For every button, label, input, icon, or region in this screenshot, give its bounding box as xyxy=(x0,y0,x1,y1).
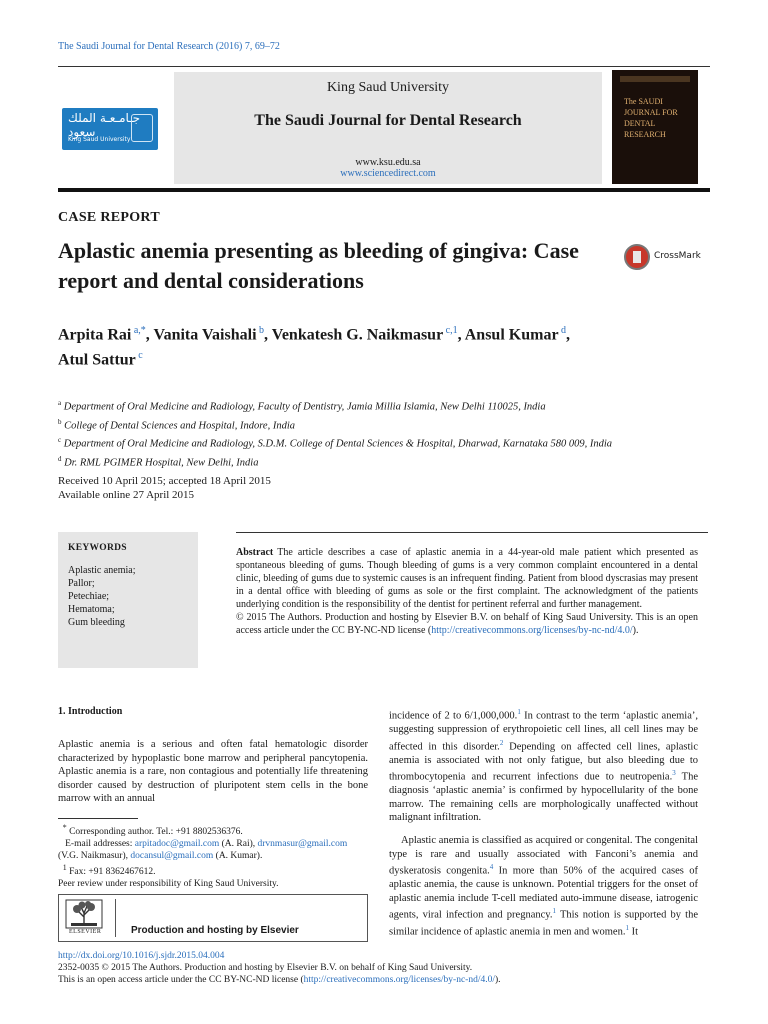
seal-icon xyxy=(131,114,153,142)
peer-review: Peer review under responsibility of King Saud University. xyxy=(58,879,279,890)
footnotes xyxy=(58,822,368,890)
intro-paragraph: Aplastic anemia is a serious and often fatal hematologic disorder characterized by hypoplastic bone marrow and peripheral pancytopenia. Aplastic anemia is a rare, non contagious and potentially life threatening disorder caused by destruction of pluripotent stem cells in the bone marrow with an annual xyxy=(58,739,368,804)
abstract-rule xyxy=(236,532,708,533)
elsevier-banner xyxy=(58,894,368,942)
footnote-emails xyxy=(58,838,368,862)
logo-arabic-text: جـامـعـة الملك سعود xyxy=(68,111,141,139)
ksu-logo xyxy=(62,108,158,150)
open-access-line xyxy=(58,975,501,985)
author-sup[interactable]: c xyxy=(135,350,143,362)
footnote-fax xyxy=(58,862,368,878)
right-column-paragraph-2 xyxy=(389,834,698,939)
right-text: incidence of 2 to 6/1,000,000. xyxy=(389,710,518,722)
issn-line: 2352-0035 © 2015 The Authors. Production and hosting by Elsevier B.V. on behalf of King Saud University. xyxy=(58,963,473,973)
available-date: Available online 27 April 2015 xyxy=(58,489,195,501)
email-owner: (A. Rai), xyxy=(219,839,258,850)
right-text: In more than 50% of the acquired cases of aplastic anemia, the cause is unknown. Potential triggers for the onset of aplastic anemia include T-cell mediated auto-immune disease, iatrogenic agents, viral infection and pregnancy. xyxy=(389,865,699,921)
right-text: Aplastic anemia is classified as acquired or congenital. The congenital type is rare and usually associated with Fanconi’s anemia and dyskeratosis congenita. xyxy=(389,835,698,877)
journal-cover-image xyxy=(612,70,698,184)
journal-citation: The Saudi Journal for Dental Research (2016) 7, 69–72 xyxy=(58,41,280,52)
email-link[interactable]: docansul@gmail.com xyxy=(130,851,214,862)
author-sup[interactable]: d xyxy=(558,325,567,336)
abstract-close: ). xyxy=(632,625,639,636)
author-sep: , xyxy=(566,326,571,344)
crossmark-icon xyxy=(624,244,650,270)
reference-link[interactable]: 2 xyxy=(499,738,504,747)
keyword-item: Petechiae; xyxy=(68,591,110,602)
affiliation-sup: b xyxy=(58,417,62,426)
keyword-item: Aplastic anemia; xyxy=(68,565,136,576)
author-sep: , xyxy=(457,326,465,344)
abstract-copyright: © 2015 The Authors. Production and hosting by Elsevier B.V. on behalf of King Saud University. This is an open access article under the CC BY-NC-ND license ( xyxy=(236,612,698,636)
affiliation-item xyxy=(58,415,708,434)
email-label: E-mail addresses: xyxy=(65,839,135,850)
ksu-url[interactable]: www.ksu.edu.sa xyxy=(355,157,421,168)
author-sup[interactable]: a,* xyxy=(131,325,146,336)
right-text: The diagnosis ‘aplastic anemia’ is confirmed by hypocellularity of the bone marrow. The remaining cells are morphologically unaffected without malignant infiltration. xyxy=(389,771,698,823)
affiliation-item xyxy=(58,452,708,471)
email-link[interactable]: arpitadoc@gmail.com xyxy=(134,839,220,850)
footnote-star: * xyxy=(62,823,67,832)
license-link[interactable]: http://creativecommons.org/licenses/by-nc-nd/4.0/ xyxy=(431,625,633,636)
university-name: King Saud University xyxy=(326,80,450,95)
reference-link[interactable]: 1 xyxy=(517,708,521,716)
cover-title: The SAUDI JOURNAL FOR DENTAL RESEARCH xyxy=(624,97,678,139)
sciencedirect-url[interactable]: www.sciencedirect.com xyxy=(340,168,436,179)
author-name: Vanita Vaishali xyxy=(153,326,257,344)
affiliation-sup: d xyxy=(58,454,62,463)
affiliation-text: Department of Oral Medicine and Radiology, S.D.M. College of Dental Sciences & Hospital, Dharwad, Karnataka 580 009, India xyxy=(61,438,613,450)
abstract-label: Abstract xyxy=(236,547,274,558)
elsevier-production-text: Production and hosting by Elsevier xyxy=(131,925,299,936)
author-list xyxy=(58,320,698,371)
right-text: This notion is supported by the similar incidence of aplastic anemia in men and women. xyxy=(389,909,698,938)
abstract-text: The article describes a case of aplastic anemia in a 44-year-old male patient which presented as spontaneous bleeding of gums. Though bleeding of gums is a very common complaint encountered in a dental clinic, bleeding of gums due to systemic causes is an infrequent finding. Patient from blood dyscrasias may present in a dental office with bleeding of gums as sole or the first complaint. The acknowledgment of the patients underlying condition is the responsibility of the dentist for pertinent referral and further management. xyxy=(236,547,698,610)
author-name: Atul Sattur xyxy=(58,351,136,369)
elsevier-divider xyxy=(115,899,116,937)
keyword-item: Gum bleeding xyxy=(68,617,125,628)
reference-link[interactable]: 4 xyxy=(489,863,494,871)
affiliation-sup: c xyxy=(58,436,62,444)
oa-text: This is an open access article under the CC BY-NC-ND license ( xyxy=(58,975,304,985)
author-sup[interactable]: c,1 xyxy=(443,325,458,336)
header-thick-rule xyxy=(58,188,710,192)
cover-bar xyxy=(620,76,690,82)
email-owner: (V.G. Naikmasur), xyxy=(58,851,131,862)
corresponding-text: Corresponding author. Tel.: +91 8802536376. xyxy=(66,827,243,838)
article-title: Aplastic anemia presenting as bleeding of gingiva: Case report and dental considerations xyxy=(58,238,579,293)
crossmark-button[interactable] xyxy=(624,244,704,272)
affiliation-text: College of Dental Sciences and Hospital, Indore, India xyxy=(61,420,295,431)
elsevier-word: ELSEVIER xyxy=(69,929,102,935)
crossmark-label: CrossMark xyxy=(654,251,701,261)
affiliation-item xyxy=(58,396,708,415)
footnote-corresponding xyxy=(58,822,368,838)
article-type: CASE REPORT xyxy=(58,210,160,225)
elsevier-tree-icon xyxy=(65,899,103,929)
email-owner: (A. Kumar). xyxy=(213,851,263,862)
keyword-item: Pallor; xyxy=(68,578,95,589)
footnote-rule xyxy=(58,818,138,819)
affiliation-text: Department of Oral Medicine and Radiology, Faculty of Dentistry, Jamia Millia Islamia, New Delhi 110025, India xyxy=(61,401,546,413)
footnote-one: 1 xyxy=(62,863,67,873)
oa-close: ). xyxy=(495,975,501,985)
reference-link[interactable]: 1 xyxy=(552,907,556,915)
right-column-paragraph-1 xyxy=(389,706,698,825)
affiliation-item xyxy=(58,433,708,452)
email-link[interactable]: drvnmasur@gmail.com xyxy=(257,839,348,850)
affiliation-sup: a xyxy=(58,399,62,407)
article-dates xyxy=(58,474,271,502)
right-text: Depending on affected cell lines, aplastic anemia is associated with not only fatigue, but also bleeding due to thrombocytopenia and recurrent infections due to neutropenia. xyxy=(389,741,698,783)
keyword-item: Hematoma; xyxy=(68,604,115,615)
keywords-box xyxy=(58,532,198,668)
author-sep: , xyxy=(145,326,154,344)
journal-name: The Saudi Journal for Dental Research xyxy=(254,112,522,129)
author-sep: , xyxy=(264,326,272,344)
author-name: Ansul Kumar xyxy=(464,326,559,344)
author-sup[interactable]: b xyxy=(256,325,265,336)
right-text: It xyxy=(628,926,639,938)
keywords-heading: KEYWORDS xyxy=(68,543,127,553)
right-text: In contrast to the term ‘aplastic anemia’, suggesting suppression of erythropoietic cell lines, all cell lines may be affected in this disorder. xyxy=(389,710,698,752)
header-rule xyxy=(58,66,710,67)
logo-english-text: King Saud University xyxy=(68,136,131,143)
affiliations xyxy=(58,396,708,470)
abstract xyxy=(236,546,698,637)
fax-text: Fax: +91 8362467612. xyxy=(66,867,156,878)
affiliation-text: Dr. RML PGIMER Hospital, New Delhi, India xyxy=(61,457,259,468)
reference-link[interactable]: 3 xyxy=(672,769,676,777)
doi-link[interactable]: http://dx.doi.org/10.1016/j.sjdr.2015.04.004 xyxy=(58,951,225,961)
intro-heading: 1. Introduction xyxy=(58,706,123,717)
author-name: Venkatesh G. Naikmasur xyxy=(271,326,444,344)
author-name: Arpita Rai xyxy=(58,326,132,344)
received-date: Received 10 April 2015; accepted 18 April 2015 xyxy=(58,475,271,487)
keywords-list xyxy=(68,564,135,629)
oa-license-link[interactable]: http://creativecommons.org/licenses/by-nc-nd/4.0/ xyxy=(303,975,495,985)
reference-link[interactable]: 1 xyxy=(625,924,629,932)
